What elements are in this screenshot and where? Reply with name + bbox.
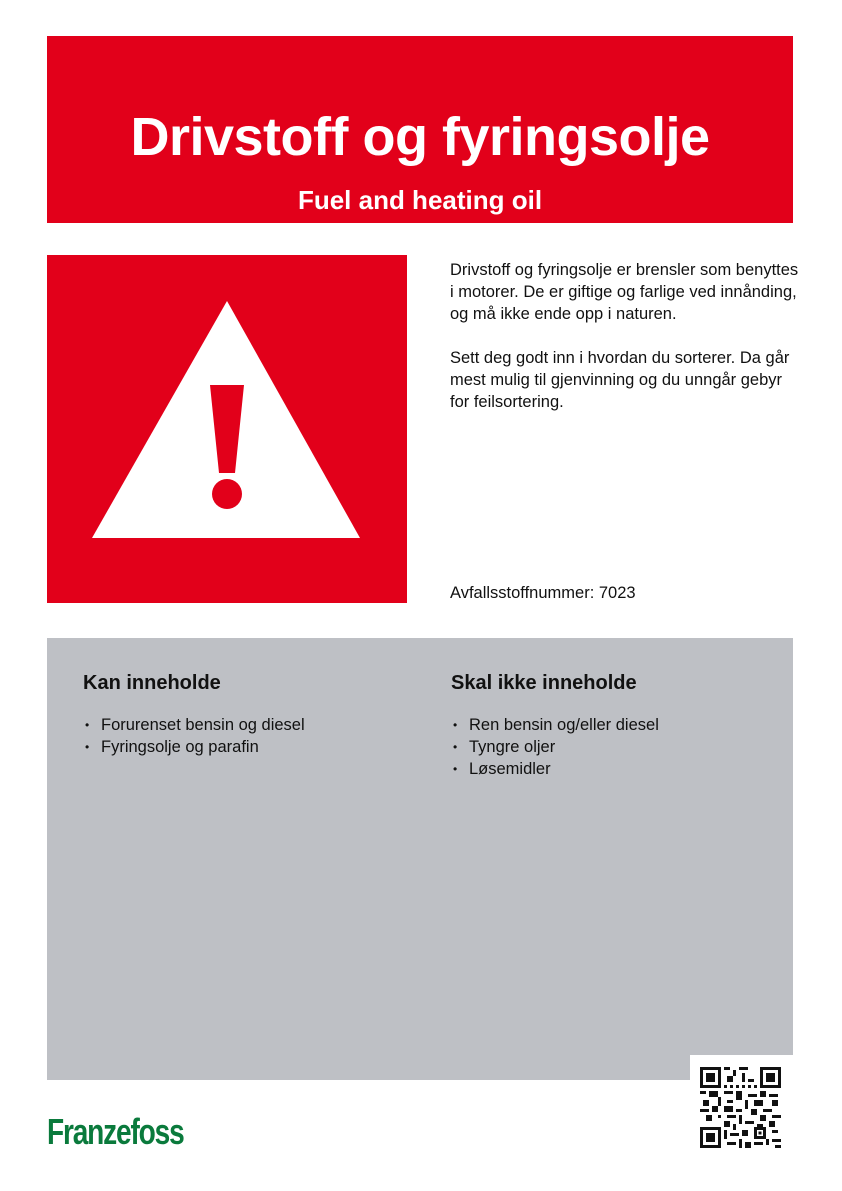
can-contain-list — [83, 714, 413, 758]
must-not-contain-heading: Skal ikke inneholde — [451, 672, 637, 694]
description — [450, 259, 800, 435]
qr-code-icon — [700, 1067, 781, 1148]
warning-triangle-icon — [47, 255, 407, 603]
qr-code[interactable] — [690, 1055, 793, 1155]
bullet-icon: • — [85, 718, 90, 732]
can-contain-section — [83, 670, 413, 758]
description-paragraph-1: Drivstoff og fyringsolje er brensler som benyttes i motorer. De er giftige og farlige ved innånding, og må ikke ende opp i naturen. — [450, 261, 799, 323]
list-item: • Løsemidler — [453, 760, 551, 778]
list-item: • Forurenset bensin og diesel — [85, 716, 305, 734]
must-not-contain-list — [451, 714, 781, 780]
page-title: Drivstoff og fyringsolje — [130, 107, 710, 167]
list-item: • Ren bensin og/eller diesel — [453, 716, 659, 734]
can-contain-heading: Kan inneholde — [83, 672, 221, 694]
list-item: • Tyngre oljer — [453, 738, 556, 756]
page-subtitle: Fuel and heating oil — [297, 185, 543, 215]
bullet-icon: • — [453, 762, 458, 776]
franzefoss-logo: Franzefoss — [47, 1111, 184, 1152]
warning-panel — [47, 255, 407, 603]
bullet-icon: • — [453, 740, 458, 754]
must-not-contain-section — [451, 670, 781, 780]
list-item: • Fyringsolje og parafin — [85, 738, 259, 756]
bullet-icon: • — [453, 718, 458, 732]
header-banner — [47, 36, 793, 223]
description-paragraph-2: Sett deg godt inn i hvordan du sorterer. Da går mest mulig til gjenvinning og du unngår gebyr for feilsortering. — [450, 349, 790, 411]
bullet-icon: • — [85, 740, 90, 754]
waste-number: Avfallsstoffnummer: 7023 — [450, 584, 636, 602]
